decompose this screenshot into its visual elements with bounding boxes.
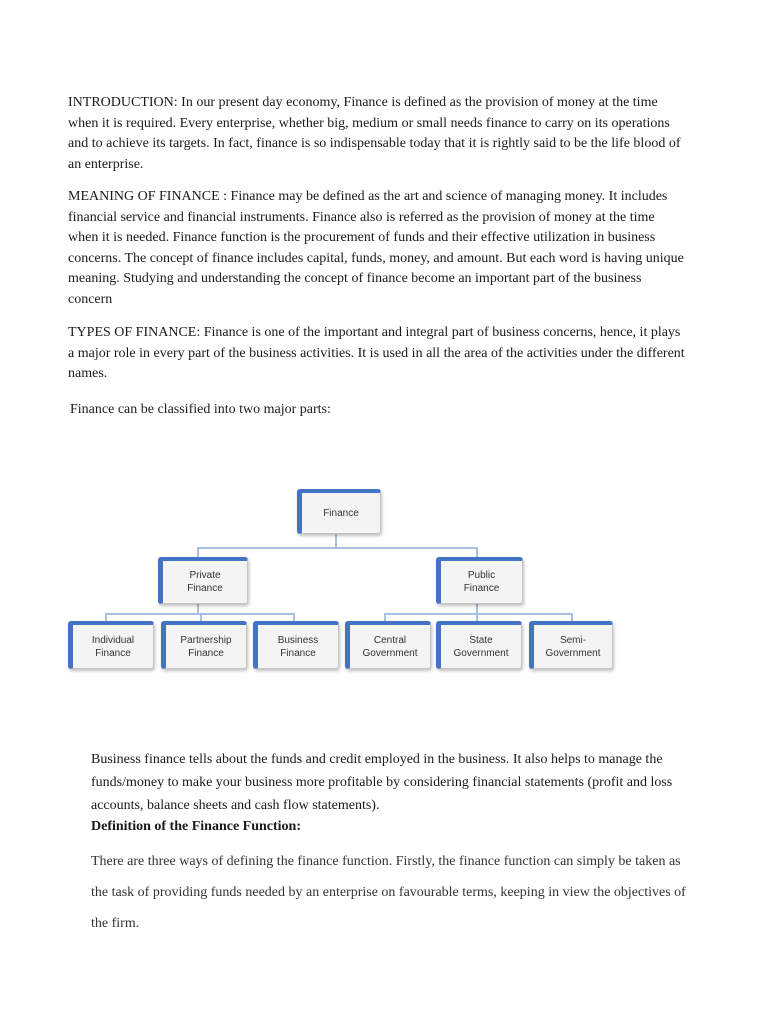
business-finance-paragraph: Business finance tells about the funds and credit employed in the business. It also helps to manage the funds/money to make your business more profitable by considering financial statements (profit and loss accounts, balance sheets and cash flow statements). <box>91 752 673 813</box>
node-public-finance-label: Public Finance <box>463 570 500 594</box>
node-partnership-finance-label: Partnership Finance <box>180 634 232 659</box>
node-public-finance <box>436 557 523 604</box>
classification-intro: Finance can be classified into two major parts: <box>70 402 331 417</box>
introduction-paragraph: INTRODUCTION: In our present day economy, Finance is defined as the provision of money at the time when it is required. Every enterprise, whether big, medium or small needs finance to carry on its operations and to achieve its targets. In fact, finance is so indispensable today that it is rightly said to be the life blood of an enterprise. <box>68 95 681 172</box>
meaning-of-finance-paragraph: MEANING OF FINANCE : Finance may be defined as the art and science of managing money. It includes financial service and financial instruments. Finance also is referred as the provision of money at the time when it is needed. Finance function is the procurement of funds and their effective utilization in business concerns. The concept of finance includes capital, funds, money, and amount. But each word is having unique meaning. Studying and understanding the concept of finance become an important part of the business concern <box>68 189 684 307</box>
definition-heading: Definition of the Finance Function: <box>91 819 301 834</box>
node-individual-finance-label: Individual Finance <box>91 634 135 659</box>
node-state-government-label: State Government <box>453 634 509 659</box>
node-individual-finance <box>68 621 154 669</box>
connector-public-horizontal <box>384 613 572 615</box>
node-private-finance-label: Private Finance <box>187 570 223 594</box>
node-finance-label: Finance <box>323 507 359 519</box>
node-business-finance-label: Business Finance <box>277 634 319 659</box>
node-partnership-finance <box>161 621 247 669</box>
node-central-government <box>345 621 431 669</box>
node-business-finance <box>253 621 339 669</box>
connector-root-down <box>335 532 337 548</box>
node-semi-government <box>529 621 613 669</box>
node-state-government <box>436 621 522 669</box>
types-of-finance-paragraph: TYPES OF FINANCE: Finance is one of the important and integral part of business concerns, hence, it plays a major role in every part of the business activities. It is used in all the area of the activities under the different names. <box>68 325 685 382</box>
finance-hierarchy-diagram <box>0 480 768 680</box>
node-private-finance <box>158 557 248 604</box>
connector-level1-horizontal <box>197 547 477 549</box>
definition-paragraph: There are three ways of defining the finance function. Firstly, the finance function can simply be taken as the task of providing funds needed by an enterprise on favourable terms, keeping in view the objectives of the firm. <box>91 854 686 931</box>
node-finance <box>297 489 381 534</box>
node-central-government-label: Central Government <box>362 634 418 659</box>
node-semi-government-label: Semi-Government <box>545 634 601 659</box>
